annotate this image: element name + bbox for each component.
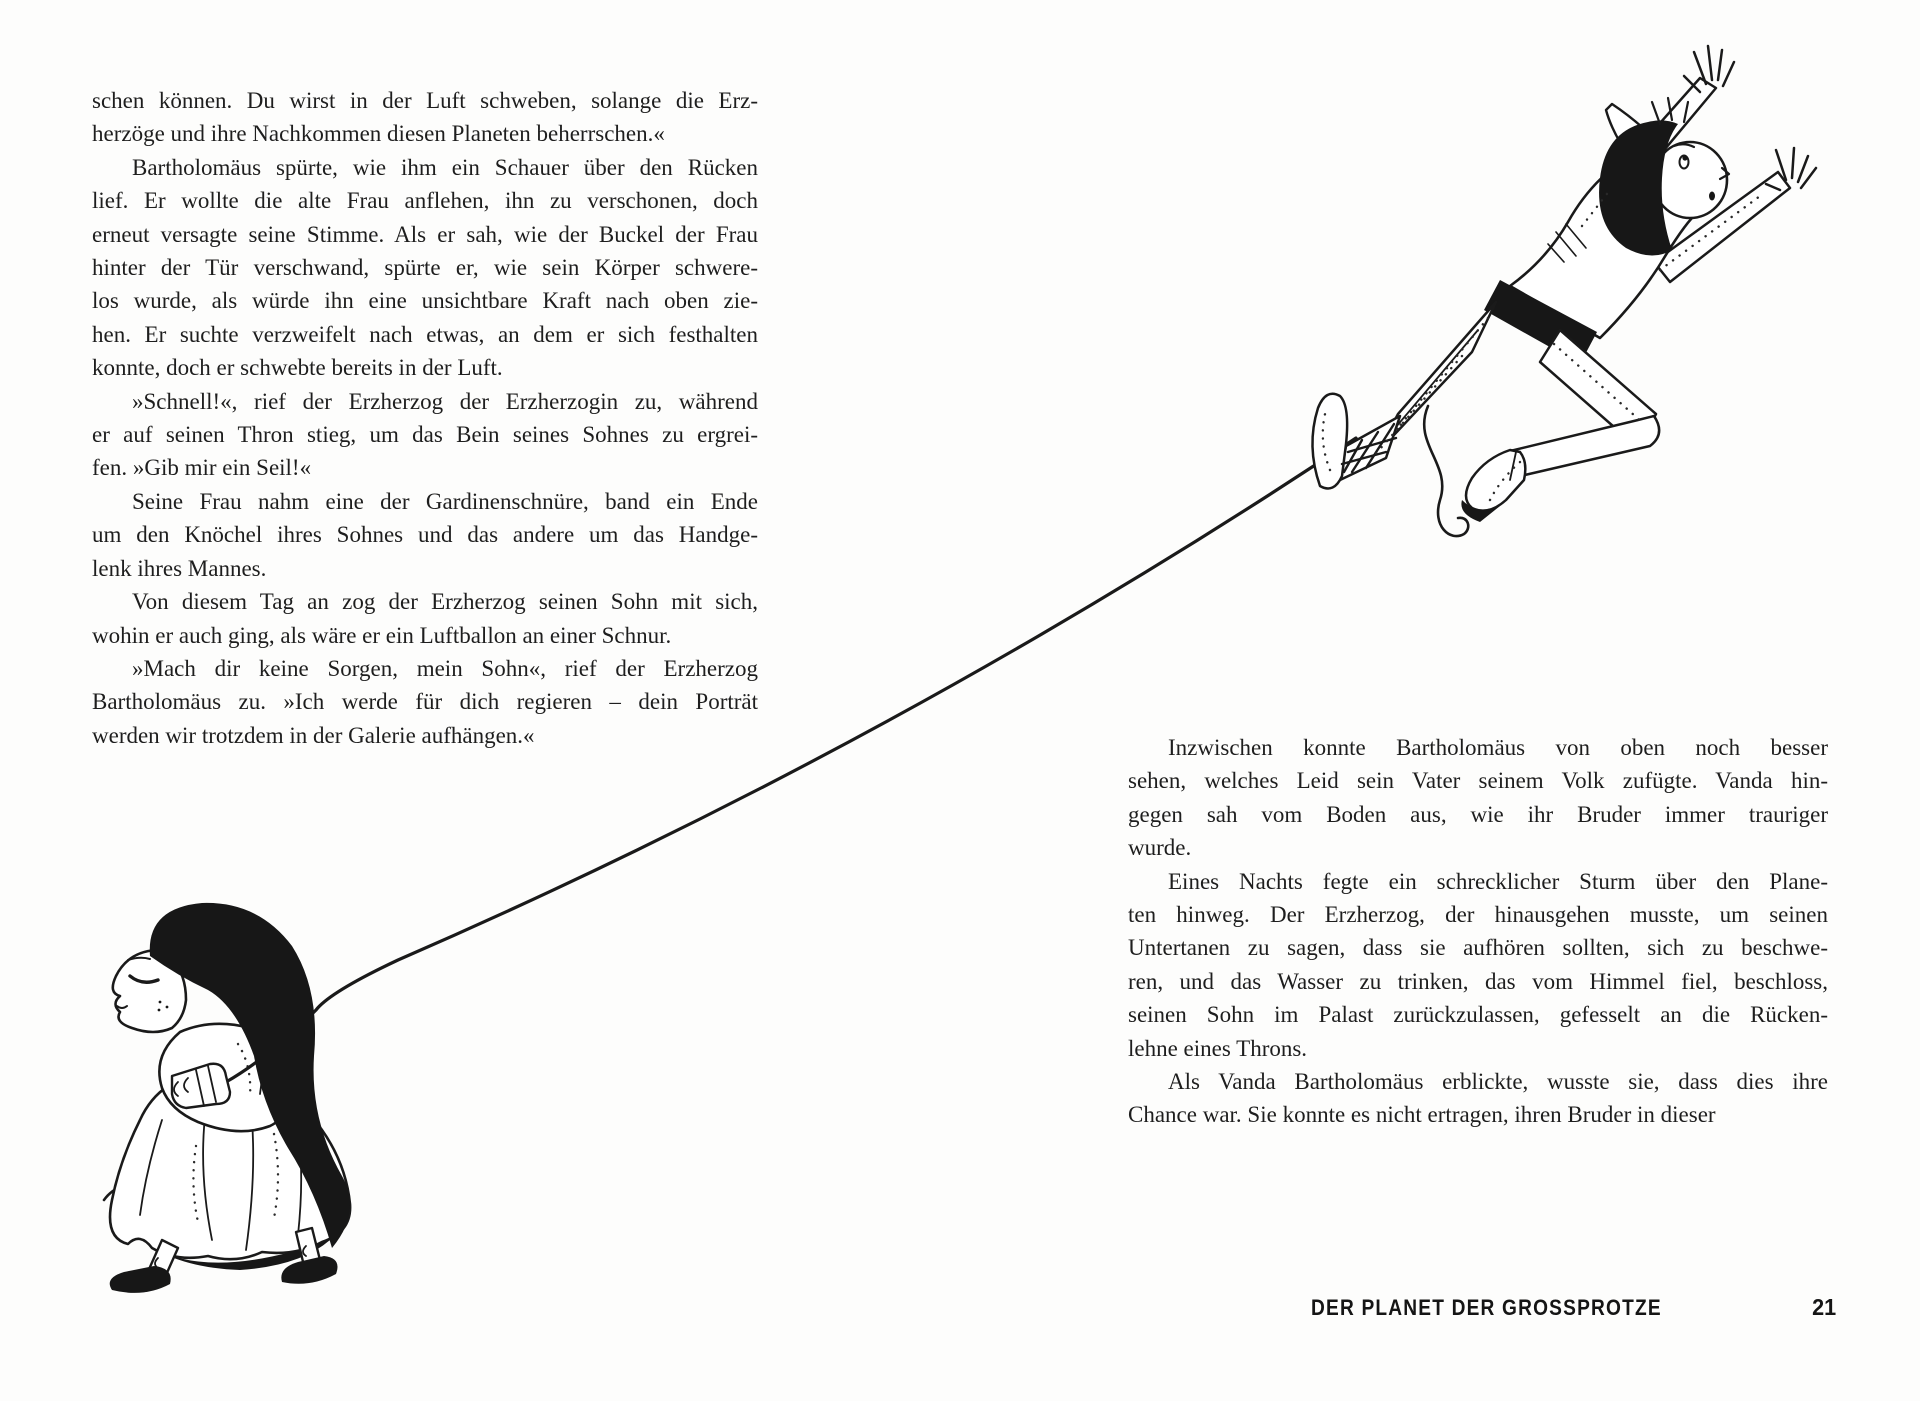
text-line: los wurde, als würde ihn eine unsichtbare Kraft nach oben zie- [92,288,758,314]
text-line: hen. Er suchte verzweifelt nach etwas, an dem er sich festhalten [92,321,758,347]
text-line: ten hinweg. Der Erzherzog, der hinausgehen musste, um seinen [1128,902,1828,928]
boy-boot [1312,394,1347,489]
text-line: um den Knöchel ihres Sohnes und das andere um das Handge- [92,522,758,548]
boy-mouth [1709,192,1715,201]
text-line: wohin er auch ging, als wäre er ein Luftballon an einer Schnur. [92,622,672,648]
text-line: ren, und das Wasser zu trinken, das vom Himmel fiel, beschloss, [1128,968,1828,994]
text-line: seinen Sohn im Palast zurückzulassen, gefesselt an die Rücken- [1128,1002,1828,1028]
text-line: Chance war. Sie konnte es nicht ertragen, ihren Bruder in dieser [1128,1102,1716,1128]
text-line: erneut versagte seine Stimme. Als er sah, wie der Buckel der Frau [92,221,758,247]
text-line: Eines Nachts fegte ein schrecklicher Sturm über den Plane- [1168,868,1828,894]
text-line: herzöge und ihre Nachkommen diesen Planeten beherrschen.« [92,121,665,147]
text-line: Von diesem Tag an zog der Erzherzog seinen Sohn mit sich, [132,589,758,615]
text-line: Inzwischen konnte Bartholomäus von oben noch besser [1168,735,1828,760]
chapter-title: DER PLANET DER GROSSPROTZE [1311,1295,1662,1320]
text-line: er auf seinen Thron stieg, um das Bein seines Sohnes zu ergrei- [92,422,758,448]
text-line: wurde. [1128,835,1192,861]
text-line: lehne eines Throns. [1128,1035,1308,1061]
text-line: Seine Frau nahm eine der Gardinenschnüre, band ein Ende [132,488,758,514]
text-line: »Schnell!«, rief der Erzherzog der Erzherzogin zu, während [132,388,758,414]
text-line: fen. »Gib mir ein Seil!« [92,455,312,481]
text-line: werden wir trotzdem in der Galerie aufhängen.« [92,722,535,748]
floating-boy-figure [1312,46,1816,522]
text-line: Als Vanda Bartholomäus erblickte, wusste sie, dass dies ihre [1168,1069,1828,1095]
ankle-string [226,438,1356,1082]
text-line: »Mach dir keine Sorgen, mein Sohn«, rief der Erzherzog [132,655,758,681]
text-line: konnte, doch er schwebte bereits in der Luft. [92,355,503,381]
dangling-string-end [1424,406,1468,536]
text-line: gegen sah vom Boden aus, wie ihr Bruder immer trauriger [1128,801,1828,827]
text-line: lenk ihres Mannes. [92,555,267,581]
text-line: Bartholomäus zu. »Ich werde für dich regieren – dein Porträt [92,689,758,715]
text-line: Untertanen zu sagen, dass sie aufhören sollten, sich zu beschwe- [1128,935,1828,961]
text-line: Bartholomäus spürte, wie ihm ein Schauer über den Rücken [132,154,758,180]
text-line: lief. Er wollte die alte Frau anflehen, ihn zu verschonen, doch [92,188,758,214]
text-line: schen können. Du wirst in der Luft schweben, solange die Erz- [92,88,758,113]
text-line: sehen, welches Leid sein Vater seinem Volk zufügte. Vanda hin- [1128,768,1828,794]
page-number: 21 [1811,1294,1836,1320]
text-line: hinter der Tür verschwand, spürte er, wie sein Körper schwere- [92,255,758,281]
